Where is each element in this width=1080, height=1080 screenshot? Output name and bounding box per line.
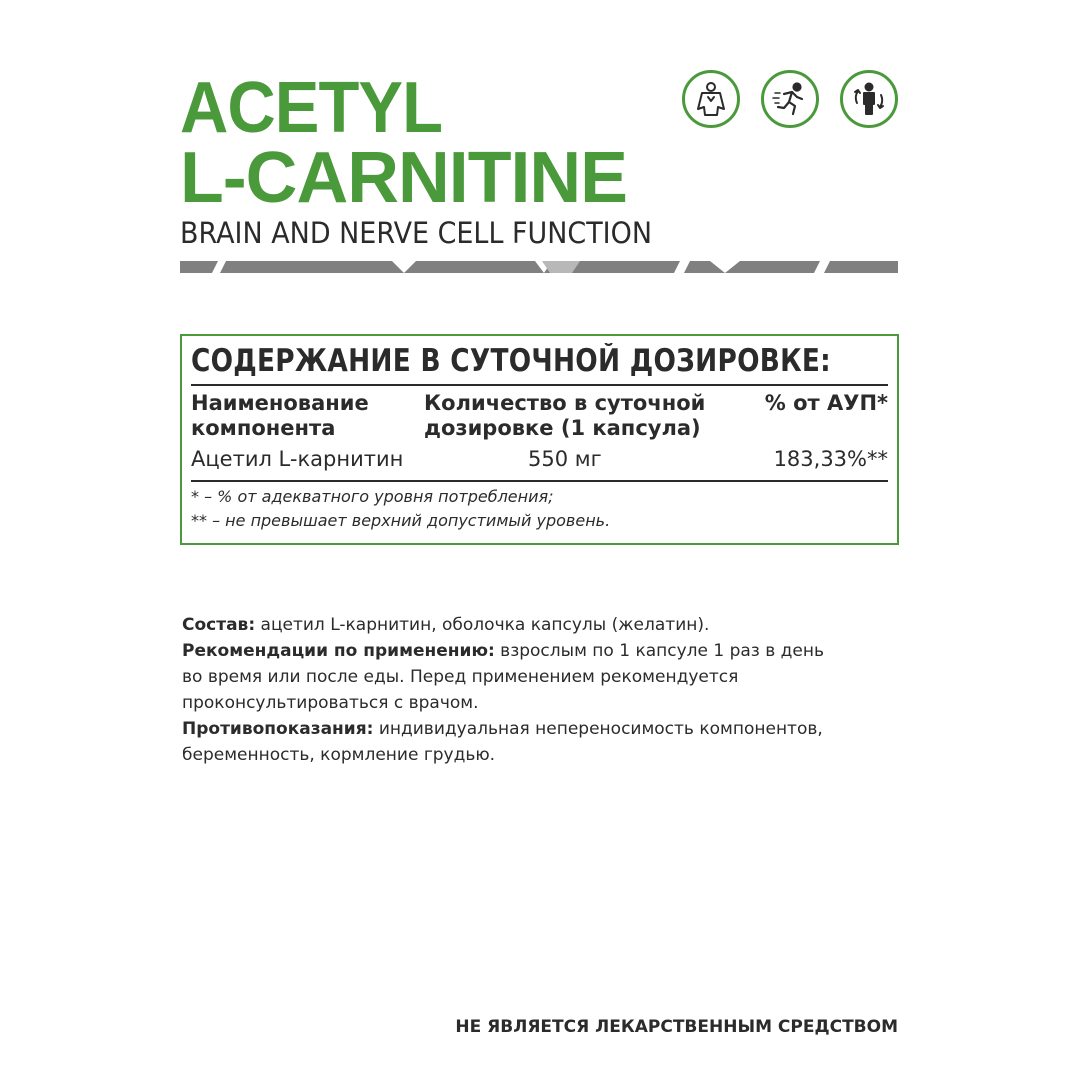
composition-text: ацетил L-карнитин, оболочка капсулы (желатин). — [255, 615, 710, 635]
contraindications-label: Противопоказания: — [182, 719, 374, 739]
usage-text-2: во время или после еды. Перед применением рекомендуется — [182, 667, 739, 687]
column-header-component-line1: Наименование — [191, 391, 369, 415]
table-cell-amount: 550 мг — [528, 447, 602, 471]
contraindications-paragraph — [182, 716, 862, 768]
feature-icons — [682, 70, 898, 128]
runner-icon — [761, 70, 819, 128]
product-subtitle: BRAIN AND NERVE CELL FUNCTION — [180, 216, 652, 250]
product-title-line2: L-CARNITINE — [180, 138, 627, 218]
table-rule-bottom — [191, 480, 888, 482]
footnote-adequate-level: * – % от адекватного уровня потребления; — [191, 487, 554, 506]
contraindications-text-1: индивидуальная непереносимость компонентов, — [373, 719, 823, 739]
disclaimer: НЕ ЯВЛЯЕТСЯ ЛЕКАРСТВЕННЫМ СРЕДСТВОМ — [455, 1017, 898, 1037]
superhero-icon — [682, 70, 740, 128]
table-heading: СОДЕРЖАНИЕ В СУТОЧНОЙ ДОЗИРОВКЕ: — [191, 343, 831, 379]
usage-paragraph — [182, 638, 862, 716]
column-header-amount-line2: дозировке (1 капсула) — [424, 416, 701, 440]
table-rule-top — [191, 384, 888, 386]
composition-label: Состав: — [182, 615, 256, 635]
column-header-percent: % от АУП* — [764, 391, 888, 415]
product-title-line1: ACETYL — [180, 68, 442, 148]
decorative-divider — [180, 261, 898, 273]
body-cycle-icon — [840, 70, 898, 128]
usage-label: Рекомендации по применению: — [182, 641, 495, 661]
column-header-component-line2: компонента — [191, 416, 336, 440]
daily-dose-table — [180, 334, 899, 545]
table-cell-component-name: Ацетил L-карнитин — [191, 447, 404, 471]
column-header-amount — [424, 391, 705, 441]
table-cell-percent: 183,33%** — [773, 447, 888, 471]
contraindications-text-2: беременность, кормление грудью. — [182, 745, 496, 765]
product-info — [182, 612, 862, 768]
column-header-amount-line1: Количество в суточной — [424, 391, 706, 415]
composition-paragraph — [182, 612, 862, 638]
usage-text-3: проконсультироваться с врачом. — [182, 693, 479, 713]
column-header-component — [191, 391, 369, 441]
footnote-upper-limit: ** – не превышает верхний допустимый уровень. — [191, 511, 611, 530]
usage-text-1: взрослым по 1 капсуле 1 раз в день — [494, 641, 825, 661]
